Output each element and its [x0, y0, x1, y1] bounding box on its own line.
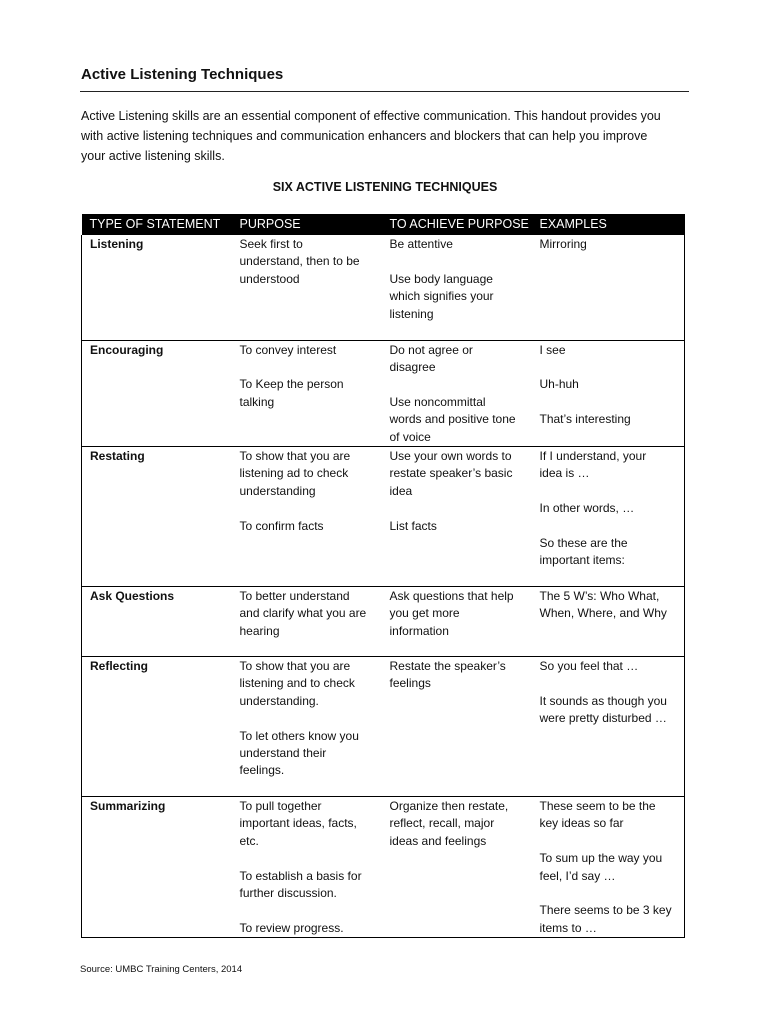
cell-text-line: To let others know you — [239, 728, 359, 743]
purpose-cell — [232, 586, 382, 656]
statement-type-cell — [82, 796, 232, 937]
cell-text-line: Ask questions that help — [389, 588, 514, 603]
achieve-purpose-cell — [382, 340, 532, 446]
achieve-purpose-cell — [382, 796, 532, 937]
cell-text-line: hearing — [239, 623, 280, 638]
examples-cell — [532, 446, 685, 586]
cell-text-line: The 5 W’s: Who What, — [539, 588, 660, 603]
line-spacer — [540, 675, 679, 692]
cell-text-line: understanding. — [239, 693, 319, 708]
page-title: Active Listening Techniques — [81, 66, 284, 83]
cell-text-line: important ideas, facts, — [239, 816, 357, 831]
cell-text-line: were pretty disturbed … — [539, 711, 667, 726]
cell-text-line: Restate the speaker’s — [389, 658, 506, 673]
cell-text-line: To sum up the way you — [539, 851, 663, 866]
examples-cell — [532, 340, 685, 446]
cell-text-line: Listening — [90, 237, 144, 251]
intro-line: your active listening skills. — [81, 149, 225, 163]
title-divider — [80, 91, 689, 92]
purpose-cell — [232, 340, 382, 446]
cell-text-line: So these are the — [539, 535, 628, 550]
cell-text-line: reflect, recall, major — [389, 816, 495, 831]
purpose-cell — [232, 446, 382, 586]
line-spacer — [390, 253, 526, 270]
examples-cell — [532, 235, 685, 340]
cell-text-line: Encouraging — [90, 342, 164, 357]
purpose-cell — [232, 796, 382, 937]
purpose-cell — [232, 656, 382, 796]
cell-text-line: understood — [239, 271, 300, 286]
table-title: SIX ACTIVE LISTENING TECHNIQUES — [272, 180, 498, 194]
table-header-row — [82, 214, 685, 235]
table-row — [82, 586, 685, 656]
cell-text-line: understanding — [239, 483, 316, 498]
source-citation: Source: UMBC Training Centers, 2014 — [80, 964, 243, 975]
cell-text-line: To Keep the person — [239, 377, 344, 392]
cell-text-line: etc. — [239, 833, 259, 848]
cell-text-line: important items: — [539, 553, 625, 568]
header-to-achieve-purpose: TO ACHIEVE PURPOSE — [382, 214, 532, 235]
achieve-purpose-cell — [382, 586, 532, 656]
cell-text-line: items to … — [539, 920, 597, 935]
cell-text-line: idea — [389, 483, 413, 498]
techniques-table — [81, 214, 685, 938]
cell-text-line: ideas and feelings — [389, 833, 487, 848]
cell-text-line: information — [389, 623, 449, 638]
statement-type-cell — [82, 586, 232, 656]
cell-text-line: feelings. — [239, 763, 285, 778]
cell-text-line: I see — [539, 342, 566, 357]
cell-text-line: understand, then to be — [239, 254, 360, 269]
cell-text-line: There seems to be 3 key — [539, 903, 672, 918]
statement-type-cell — [82, 446, 232, 586]
statement-type-cell — [82, 235, 232, 340]
statement-type-cell — [82, 340, 232, 446]
line-spacer — [540, 483, 679, 500]
cell-text-line: Organize then restate, — [389, 798, 509, 813]
line-spacer — [540, 394, 679, 411]
cell-text-line: Be attentive — [389, 237, 453, 251]
header-purpose: PURPOSE — [232, 214, 382, 235]
line-spacer — [240, 500, 376, 517]
cell-text-line: you get more — [389, 606, 460, 621]
cell-text-line: To convey interest — [239, 342, 337, 357]
line-spacer — [540, 518, 679, 535]
cell-text-line: To establish a basis for — [239, 868, 362, 883]
cell-text-line: disagree — [389, 359, 436, 374]
cell-text-line: which signifies your — [389, 289, 494, 304]
cell-text-line: To review progress. — [239, 920, 344, 935]
cell-text-line: words and positive tone — [389, 412, 516, 427]
table-row — [82, 446, 685, 586]
table-row — [82, 656, 685, 796]
line-spacer — [240, 850, 376, 867]
header-examples: EXAMPLES — [532, 214, 685, 235]
line-spacer — [540, 833, 679, 850]
cell-text-line: feel, I’d say … — [539, 868, 616, 883]
cell-text-line: List facts — [389, 518, 437, 533]
cell-text-line: To better understand — [239, 588, 350, 603]
cell-text-line: Summarizing — [90, 798, 166, 813]
cell-text-line: Mirroring — [539, 237, 587, 251]
cell-text-line: feelings — [389, 676, 431, 691]
line-spacer — [390, 500, 526, 517]
cell-text-line: In other words, … — [539, 501, 635, 516]
line-spacer — [540, 359, 679, 376]
cell-text-line: If I understand, your — [539, 448, 647, 463]
cell-text-line: Use your own words to — [389, 448, 512, 463]
achieve-purpose-cell — [382, 235, 532, 340]
line-spacer — [390, 376, 526, 393]
cell-text-line: These seem to be the — [539, 798, 656, 813]
cell-text-line: Do not agree or — [389, 342, 473, 357]
cell-text-line: key ideas so far — [539, 816, 624, 831]
table-row — [82, 235, 685, 340]
cell-text-line: To pull together — [239, 798, 322, 813]
line-spacer — [240, 359, 376, 376]
cell-text-line: That’s interesting — [539, 412, 631, 427]
cell-text-line: restate speaker’s basic — [389, 466, 513, 481]
cell-text-line: Restating — [90, 448, 145, 463]
examples-cell — [532, 586, 685, 656]
cell-text-line: listening ad to check — [239, 466, 349, 481]
cell-text-line: and clarify what you are — [239, 606, 367, 621]
intro-line: with active listening techniques and communication enhancers and blockers that can help you improve — [81, 129, 648, 143]
cell-text-line: To confirm facts — [239, 518, 324, 533]
cell-text-line: To show that you are — [239, 658, 351, 673]
examples-cell — [532, 796, 685, 937]
statement-type-cell — [82, 656, 232, 796]
cell-text-line: talking — [239, 394, 275, 409]
cell-text-line: idea is … — [539, 466, 590, 481]
cell-text-line: Reflecting — [90, 658, 149, 673]
cell-text-line: listening — [389, 306, 434, 321]
cell-text-line: Use noncommittal — [389, 394, 486, 409]
cell-text-line: further discussion. — [239, 885, 337, 900]
achieve-purpose-cell — [382, 656, 532, 796]
cell-text-line: listening and to check — [239, 676, 355, 691]
line-spacer — [240, 902, 376, 919]
cell-text-line: Uh-huh — [539, 377, 579, 392]
cell-text-line: It sounds as though you — [539, 693, 667, 708]
intro-line: Active Listening skills are an essential component of effective communication. This handout provides you — [81, 109, 661, 123]
cell-text-line: understand their — [239, 745, 327, 760]
cell-text-line: Use body language — [389, 271, 493, 286]
intro-paragraph — [81, 106, 691, 166]
header-type-of-statement: TYPE OF STATEMENT — [82, 214, 232, 235]
examples-cell — [532, 656, 685, 796]
cell-text-line: So you feel that … — [539, 658, 639, 673]
achieve-purpose-cell — [382, 446, 532, 586]
table-row — [82, 340, 685, 446]
cell-text-line: Ask Questions — [90, 588, 175, 603]
table-row — [82, 796, 685, 937]
cell-text-line: When, Where, and Why — [539, 606, 667, 621]
table-body — [82, 235, 685, 938]
cell-text-line: To show that you are — [239, 448, 351, 463]
cell-text-line: Seek first to — [239, 237, 303, 251]
line-spacer — [240, 710, 376, 727]
purpose-cell — [232, 235, 382, 340]
cell-text-line: of voice — [389, 429, 431, 444]
line-spacer — [540, 885, 679, 902]
